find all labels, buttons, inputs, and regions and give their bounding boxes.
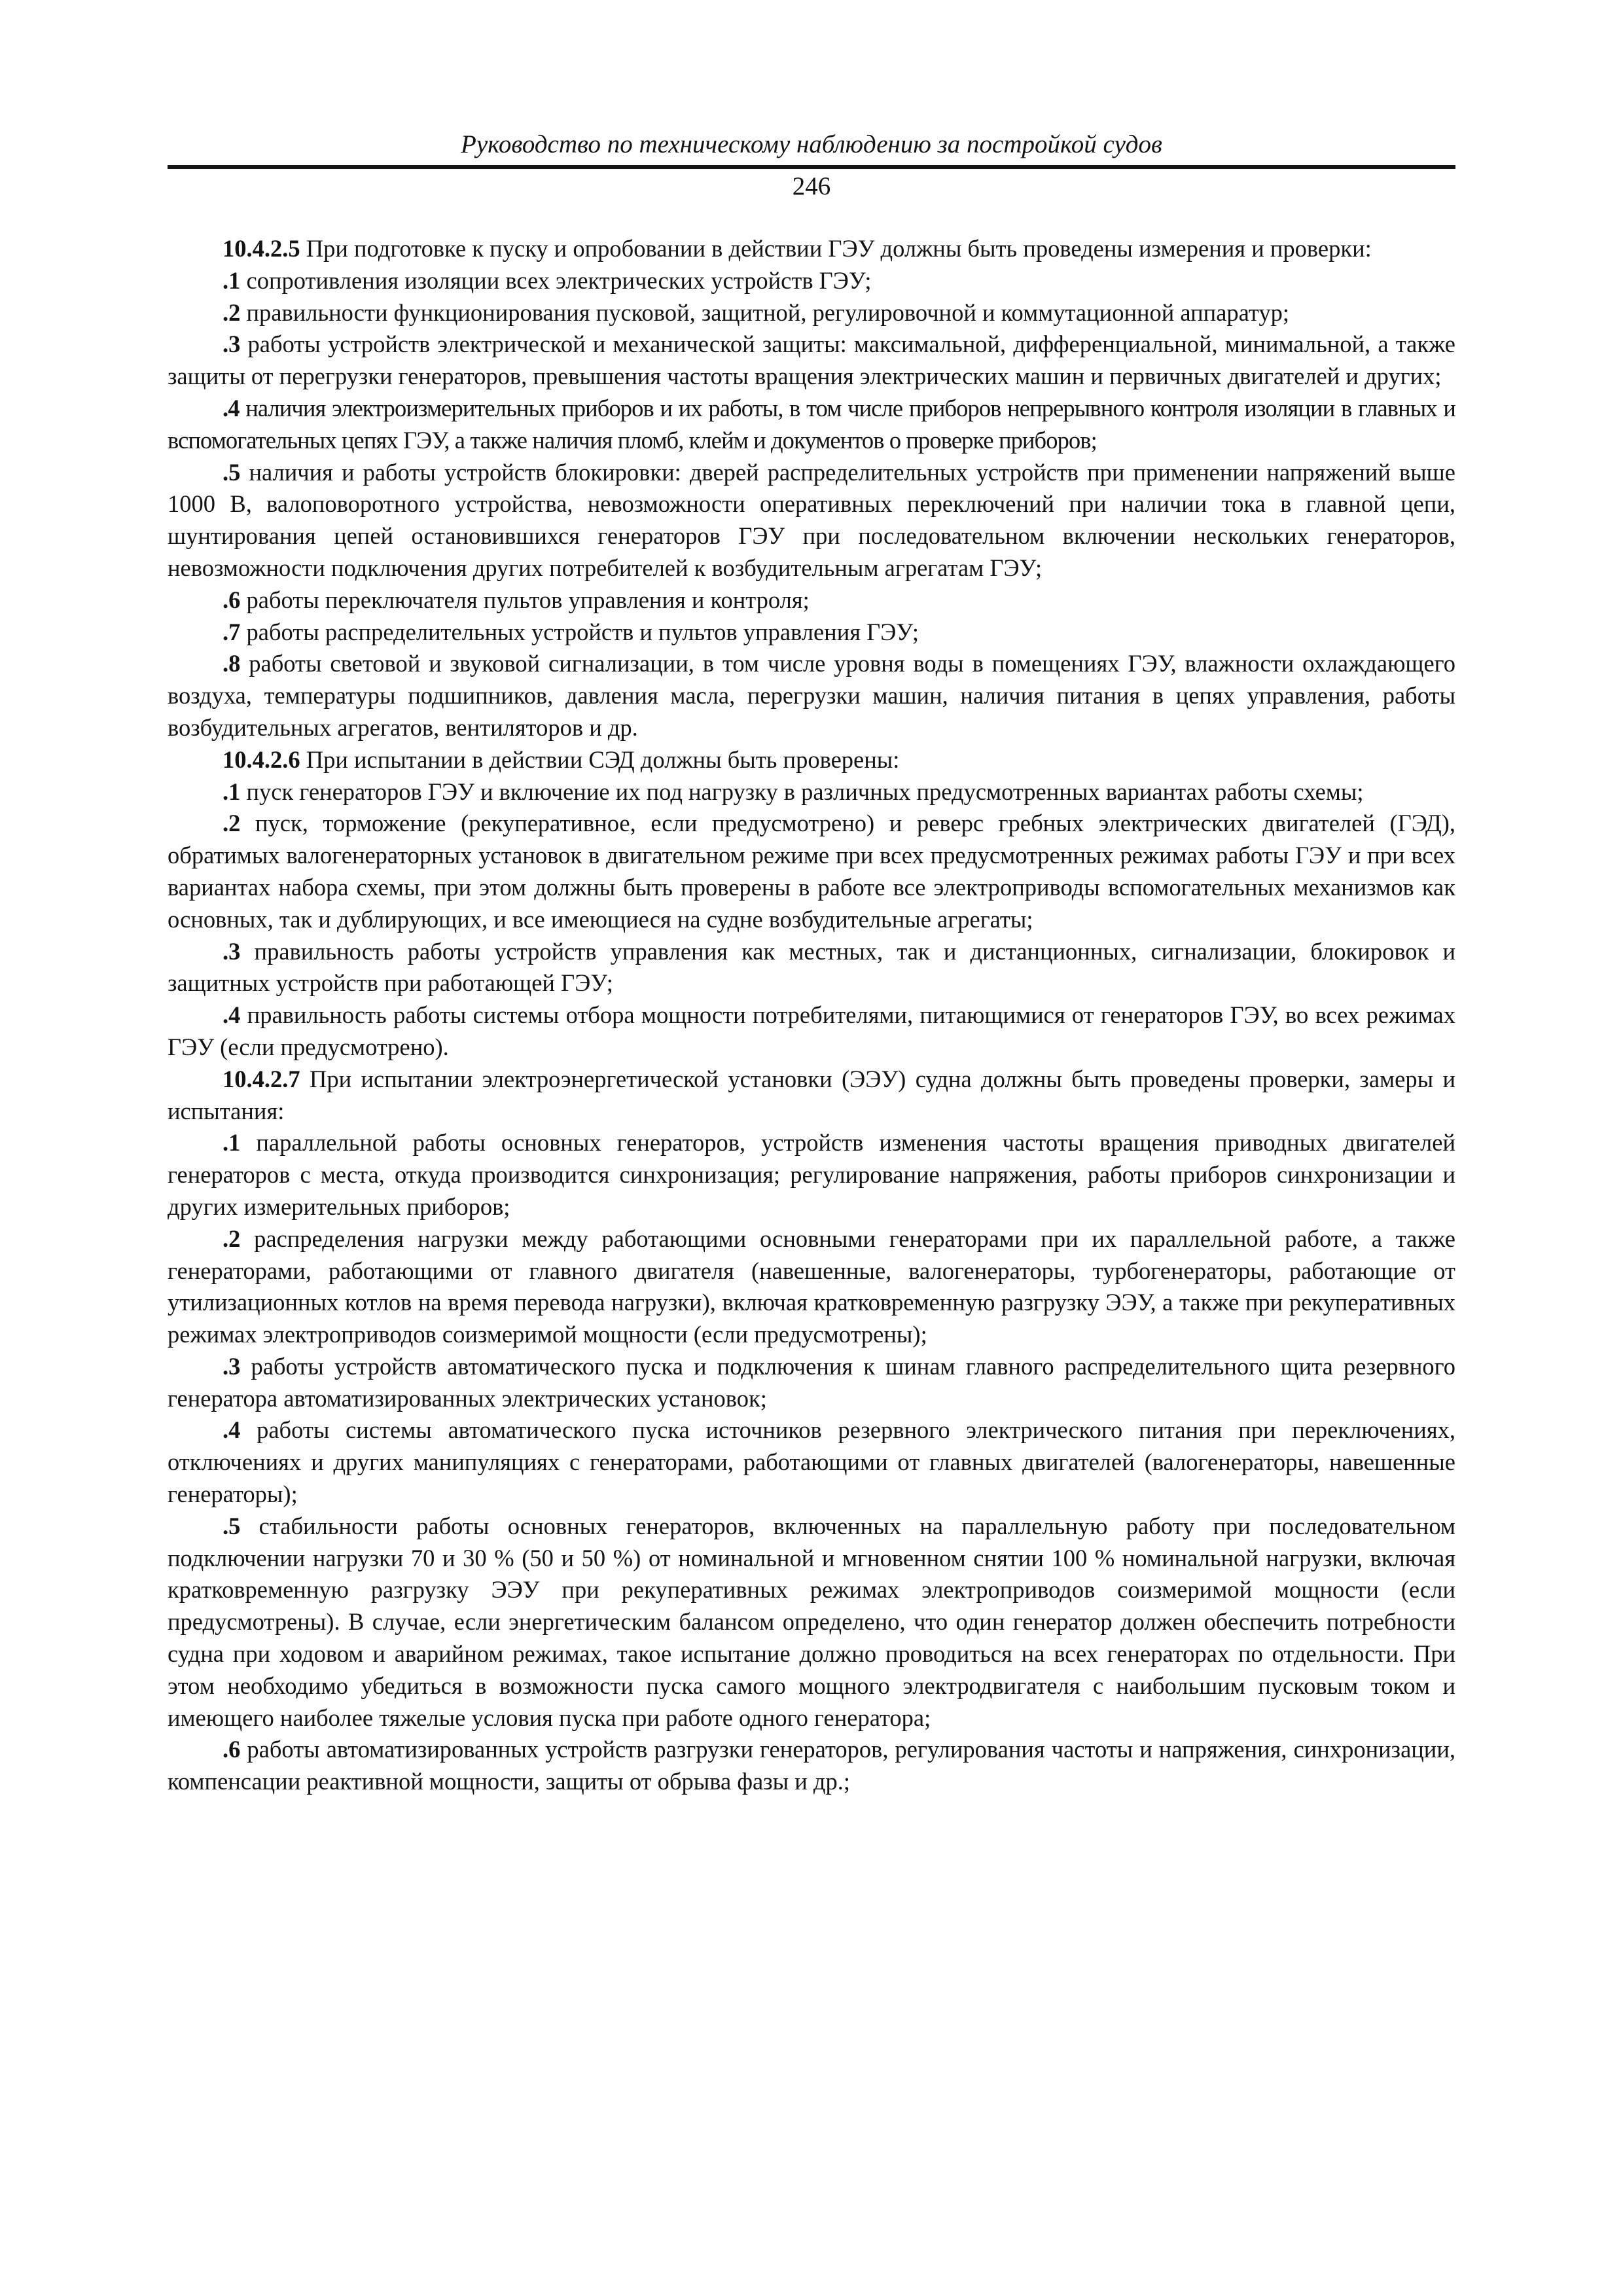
list-item — [168, 1127, 1455, 1223]
item-number: .5 — [223, 1512, 241, 1539]
list-item — [168, 999, 1455, 1064]
item-text: правильности функционирования пусковой, защитной, регулировочной и коммутационной аппаратур; — [240, 298, 1290, 326]
item-text: пуск генераторов ГЭУ и включение их под нагрузку в различных предусмотренных вариантах работы схемы; — [240, 778, 1364, 805]
list-item — [168, 1351, 1455, 1415]
item-number: .3 — [223, 331, 241, 358]
item-number: .2 — [223, 298, 241, 326]
item-number: .4 — [223, 1416, 241, 1444]
paragraph-text: При испытании электроэнергетической установки (ЭЭУ) судна должны быть проведены проверки, замеры и испытания: — [168, 1065, 1455, 1124]
clause-number: 10.4.2.5 — [223, 235, 300, 262]
header-rule — [168, 165, 1455, 169]
item-number: .1 — [223, 266, 241, 294]
item-number: .4 — [223, 394, 240, 422]
item-text: работы переключателя пультов управления и контроля; — [240, 586, 810, 613]
list-item — [168, 776, 1455, 808]
item-number: .3 — [223, 1352, 241, 1380]
paragraph-10-4-2-7 — [168, 1064, 1455, 1128]
paragraph-10-4-2-6 — [168, 744, 1455, 776]
paragraph-text: При подготовке к пуску и опробовании в действии ГЭУ должны быть проведены измерения и проверки: — [300, 235, 1372, 262]
document-body — [168, 233, 1455, 1798]
item-number: .6 — [223, 586, 241, 613]
clause-number: 10.4.2.7 — [223, 1065, 300, 1092]
list-item — [168, 1734, 1455, 1798]
list-item — [168, 936, 1455, 1000]
item-number: .5 — [223, 458, 241, 486]
paragraph-10-4-2-5 — [168, 233, 1455, 265]
list-item — [168, 648, 1455, 744]
item-text: распределения нагрузки между работающими основными генераторами при их параллельной работе, а также генераторами, работающими от главного двигателя (навешенные, валогенераторы, турбогенераторы, работающие от утилизационных котлов на время перевода нагрузки), включая кратковременную разгрузку ЭЭУ, а также при рекуперативных режимах электроприводов соизмеримой мощности (если предусмотрены); — [168, 1225, 1455, 1348]
running-title: Руководство по техническому наблюдению за постройкой судов — [461, 130, 1162, 158]
item-text: стабильности работы основных генераторов, включенных на параллельную работу при последовательном подключении нагрузки 70 и 30 % (50 и 50 %) от номинальной и мгновенном снятии 100 % номинальной нагрузки, включая кратковременную разгрузку ЭЭУ при рекуперативных режимах электроприводов соизмеримой мощности (если предусмотрены). В случае, если энергетическим балансом определено, что один генератор должен обеспечить потребности судна при ходовом и аварийном режимах, такое испытание должно проводиться на всех генераторах по отдельности. При этом необходимо убедиться в возможности пуска самого мощного электродвигателя с наибольшим пусковым током и имеющего наиболее тяжелые условия пуска при работе одного генератора; — [168, 1512, 1455, 1731]
paragraph-text: При испытании в действии СЭД должны быть проверены: — [300, 745, 900, 773]
item-number: .4 — [223, 1001, 241, 1029]
item-number: .8 — [223, 650, 241, 677]
item-number: .2 — [223, 810, 241, 837]
document-page — [168, 128, 1455, 1798]
item-text: правильность работы системы отбора мощности потребителями, питающимися от генераторов ГЭУ, во всех режимах ГЭУ (если предусмотрено). — [168, 1001, 1455, 1060]
item-number: .1 — [223, 1129, 241, 1157]
item-text: работы устройств электрической и механической защиты: максимальной, дифференциальной, минимальной, а также защиты от перегрузки генераторов, превышения частоты вращения электрических машин и первичных двигателей и других; — [168, 331, 1455, 390]
list-item — [168, 265, 1455, 297]
list-item — [168, 1511, 1455, 1734]
item-number: .3 — [223, 937, 241, 965]
item-text: сопротивления изоляции всех электрических устройств ГЭУ; — [240, 266, 872, 294]
item-text: параллельной работы основных генераторов, устройств изменения частоты вращения приводных двигателей генераторов с места, откуда производится синхронизация; регулирование напряжения, работы приборов синхронизации и других измерительных приборов; — [168, 1129, 1455, 1220]
page-number: 246 — [792, 172, 831, 200]
item-text: наличия и работы устройств блокировки: дверей распределительных устройств при применении напряжений выше 1000 В, валоповоротного устройства, невозможности оперативных переключений при наличии тока в главной цепи, шунтирования цепей остановившихся генераторов ГЭУ при последовательном включении нескольких генераторов, невозможности подключения других потребителей к возбудительным агрегатам ГЭУ; — [168, 458, 1455, 581]
item-text: правильность работы устройств управления как местных, так и дистанционных, сигнализации, блокировок и защитных устройств при работающей ГЭУ; — [168, 937, 1455, 997]
list-item — [168, 393, 1455, 457]
list-item — [168, 584, 1455, 617]
item-text: работы автоматизированных устройств разгрузки генераторов, регулирования частоты и напряжения, синхронизации, компенсации реактивной мощности, защиты от обрыва фазы и др.; — [168, 1736, 1455, 1795]
list-item — [168, 457, 1455, 584]
clause-number: 10.4.2.6 — [223, 745, 300, 773]
list-item — [168, 1414, 1455, 1510]
item-number: .1 — [223, 778, 241, 805]
item-text: работы устройств автоматического пуска и подключения к шинам главного распределительного щита резервного генератора автоматизированных электрических установок; — [168, 1352, 1455, 1412]
list-item — [168, 808, 1455, 935]
list-item — [168, 297, 1455, 329]
item-number: .7 — [223, 618, 241, 645]
list-item — [168, 329, 1455, 393]
item-number: .2 — [223, 1225, 241, 1252]
item-text: наличия электроизмерительных приборов и их работы, в том числе приборов непрерывного контроля изоляции в главных и вспомогательных цепях ГЭУ, а также наличия пломб, клейм и документов о проверке приборов; — [168, 394, 1455, 454]
item-number: .6 — [223, 1736, 241, 1763]
item-text: работы световой и звуковой сигнализации, в том числе уровня воды в помещениях ГЭУ, влажности охлаждающего воздуха, температуры подшипников, давления масла, перегрузки машин, наличия питания в цепях управления, работы возбудительных агрегатов, вентиляторов и др. — [168, 650, 1455, 741]
item-text: пуск, торможение (рекуперативное, если предусмотрено) и реверс гребных электрических двигателей (ГЭД), обратимых валогенераторных установок в двигательном режиме при всех предусмотренных режимах работы ГЭУ и при всех вариантах набора схемы, при этом должны быть проверены в работе все электроприводы вспомогательных механизмов как основных, так и дублирующих, и все имеющиеся на судне возбудительные агрегаты; — [168, 810, 1455, 933]
list-item — [168, 1223, 1455, 1351]
list-item — [168, 617, 1455, 649]
item-text: работы системы автоматического пуска источников резервного электрического питания при переключениях, отключениях и других манипуляциях с генераторами, работающими от главных двигателей (валогенераторы, навешенные генераторы); — [168, 1416, 1455, 1508]
item-text: работы распределительных устройств и пультов управления ГЭУ; — [240, 618, 919, 645]
